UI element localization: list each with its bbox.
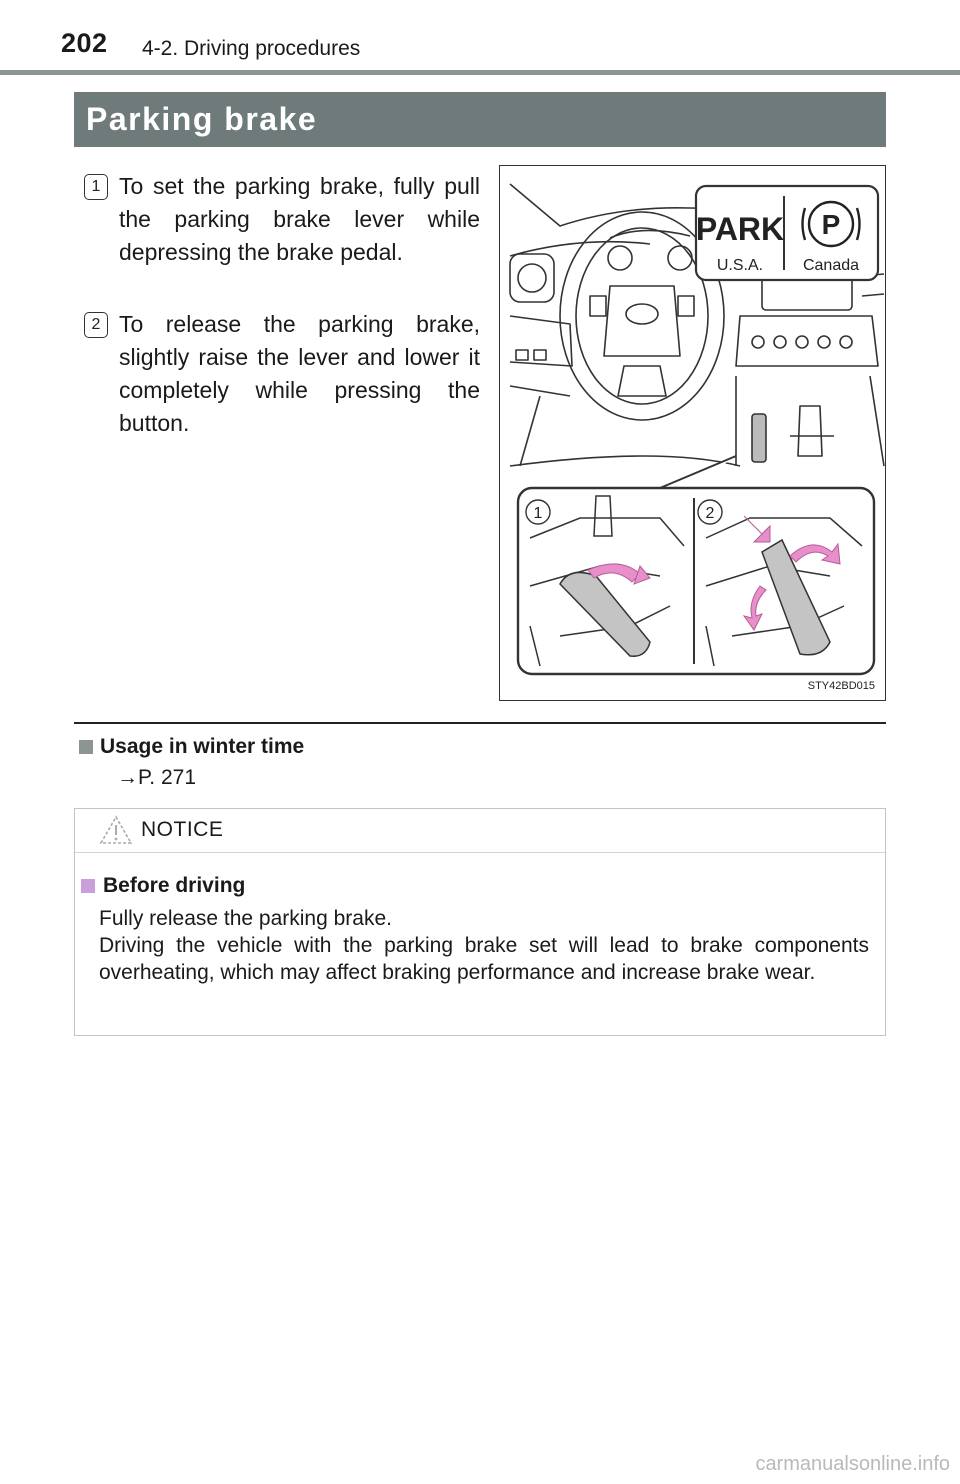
chapter-title: 4-2. Driving procedures bbox=[142, 37, 361, 60]
watermark: carmanualsonline.info bbox=[755, 1453, 950, 1475]
section-title: Parking brake bbox=[86, 101, 318, 137]
step-2 bbox=[84, 308, 480, 440]
section-header bbox=[74, 92, 886, 147]
dashboard-illustration bbox=[500, 166, 885, 700]
notice-subheading: Before driving bbox=[103, 874, 246, 897]
notice-body bbox=[99, 905, 869, 986]
page-number: 202 bbox=[61, 28, 108, 58]
callout-1: 1 bbox=[533, 505, 543, 522]
notice-line-2: Driving the vehicle with the parking brake set will lead to brake components overheating, which may affect braking performance and increase brake wear. bbox=[99, 934, 869, 984]
figure-code: STY42BD015 bbox=[807, 680, 875, 692]
usage-heading: Usage in winter time bbox=[100, 735, 305, 758]
canada-label: Canada bbox=[802, 257, 860, 274]
step-1 bbox=[84, 170, 480, 269]
park-label: PARK bbox=[695, 211, 785, 247]
step-text: To set the parking brake, fully pull the parking brake lever while depressing the brake pedal. bbox=[119, 173, 480, 265]
usa-label: U.S.A. bbox=[716, 257, 764, 274]
bullet-square-icon bbox=[79, 740, 93, 754]
notice-header bbox=[75, 809, 885, 853]
notice-line-1: Fully release the parking brake. bbox=[99, 907, 392, 930]
warning-triangle-icon bbox=[99, 815, 133, 845]
notice-bullet-icon bbox=[81, 879, 95, 893]
callout-2: 2 bbox=[705, 505, 715, 522]
page-reference-link[interactable]: →P. 271 bbox=[117, 766, 197, 789]
header-rule bbox=[0, 70, 960, 75]
step-text: To release the parking brake, slightly raise the lever and lower it completely while pressing the button. bbox=[119, 311, 480, 436]
p-symbol: P bbox=[821, 209, 841, 240]
notice-label: NOTICE bbox=[141, 818, 224, 841]
parking-brake-figure bbox=[499, 165, 886, 701]
section-divider bbox=[74, 722, 886, 724]
notice-box bbox=[74, 808, 886, 1036]
step-number: 2 bbox=[84, 312, 108, 338]
step-number: 1 bbox=[84, 174, 108, 200]
